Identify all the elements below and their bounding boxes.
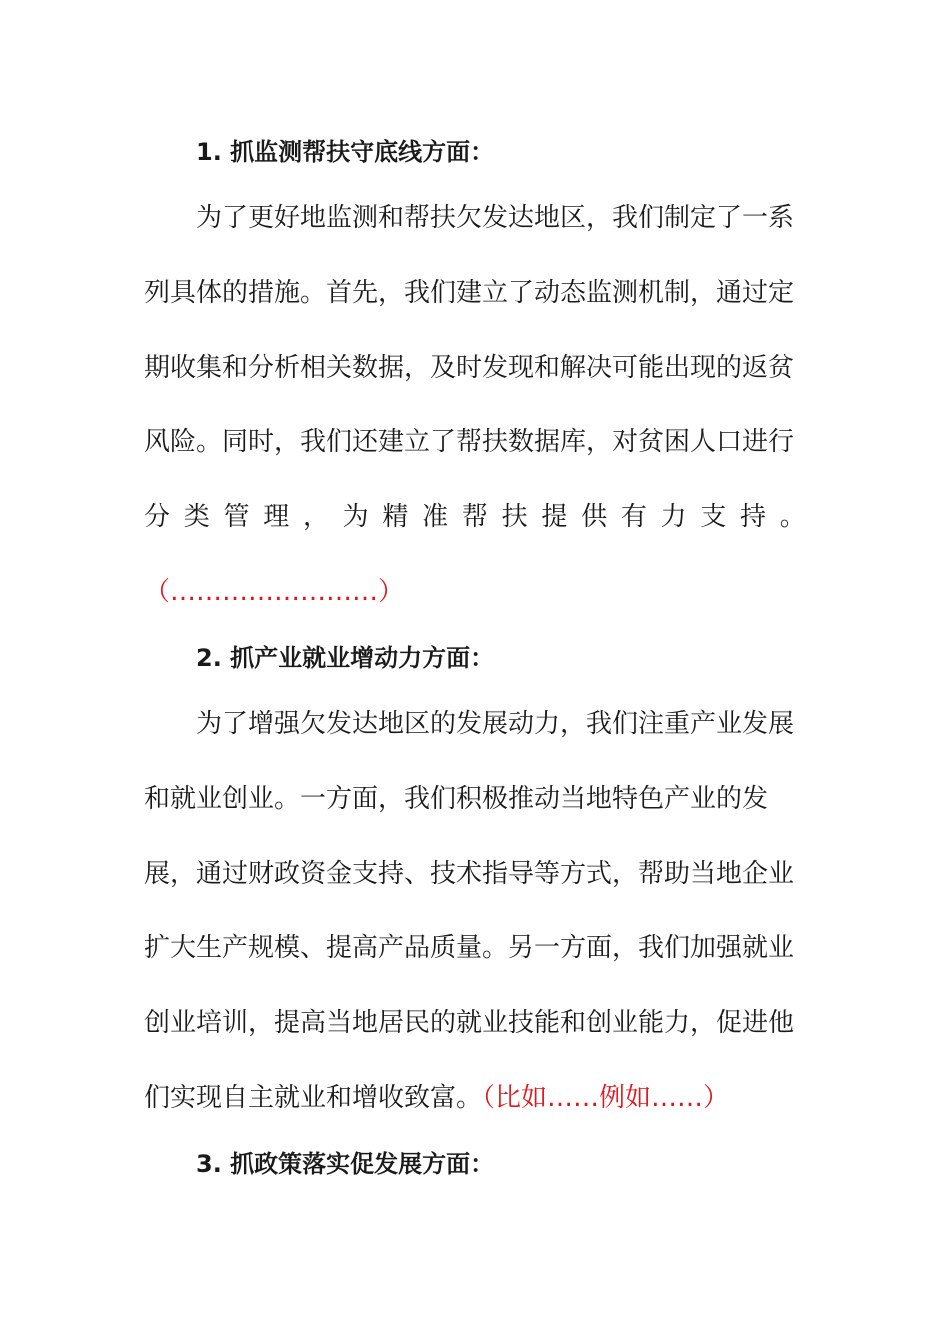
section-2-note: （比如……例如……） bbox=[482, 1083, 730, 1113]
char: 分 bbox=[144, 502, 171, 532]
char: 管 bbox=[223, 502, 250, 532]
char: 准 bbox=[422, 502, 449, 532]
section-2-line-3: 展，通过财政资金支持、技术指导等方式，帮助当地企业 bbox=[144, 859, 795, 889]
section-2-line-1: 为了增强欠发达地区的发展动力，我们注重产业发展 bbox=[196, 709, 795, 739]
section-1-note: （……………………） bbox=[144, 577, 405, 607]
char: 。 bbox=[779, 502, 806, 532]
char: ， bbox=[302, 502, 329, 532]
section-2-line-2: 和就业创业。一方面，我们积极推动当地特色产业的发 bbox=[144, 784, 769, 814]
section-2-line-4: 扩大生产规模、提高产品质量。另一方面，我们加强就业 bbox=[144, 933, 795, 963]
char: 支 bbox=[700, 502, 727, 532]
section-2-line-5: 创业培训，提高当地居民的就业技能和创业能力，促进他 bbox=[144, 1008, 795, 1038]
section-2-last-text: 们实现自主就业和增收致富。 bbox=[144, 1083, 483, 1113]
section-3-heading: 3. 抓政策落实促发展方面： bbox=[196, 1150, 495, 1178]
section-1-heading: 1. 抓监测帮扶守底线方面： bbox=[196, 138, 495, 166]
section-1-line-2: 列具体的措施。首先，我们建立了动态监测机制，通过定 bbox=[144, 278, 795, 308]
char: 为 bbox=[342, 502, 369, 532]
section-2-heading: 2. 抓产业就业增动力方面： bbox=[196, 644, 495, 672]
char: 有 bbox=[620, 502, 647, 532]
char: 持 bbox=[740, 502, 767, 532]
char: 理 bbox=[263, 502, 290, 532]
char: 提 bbox=[541, 502, 568, 532]
char: 帮 bbox=[461, 502, 488, 532]
char: 供 bbox=[581, 502, 608, 532]
char: 精 bbox=[382, 502, 409, 532]
section-1-line-5 bbox=[144, 500, 806, 534]
section-1-line-3: 期收集和分析相关数据，及时发现和解决可能出现的返贫 bbox=[144, 353, 795, 383]
char: 扶 bbox=[501, 502, 528, 532]
char: 力 bbox=[660, 502, 687, 532]
section-1-line-4: 风险。同时，我们还建立了帮扶数据库，对贫困人口进行 bbox=[144, 427, 795, 457]
section-1-line-1: 为了更好地监测和帮扶欠发达地区，我们制定了一系 bbox=[196, 203, 795, 233]
section-2-line-6 bbox=[144, 1081, 806, 1115]
char: 类 bbox=[183, 502, 210, 532]
